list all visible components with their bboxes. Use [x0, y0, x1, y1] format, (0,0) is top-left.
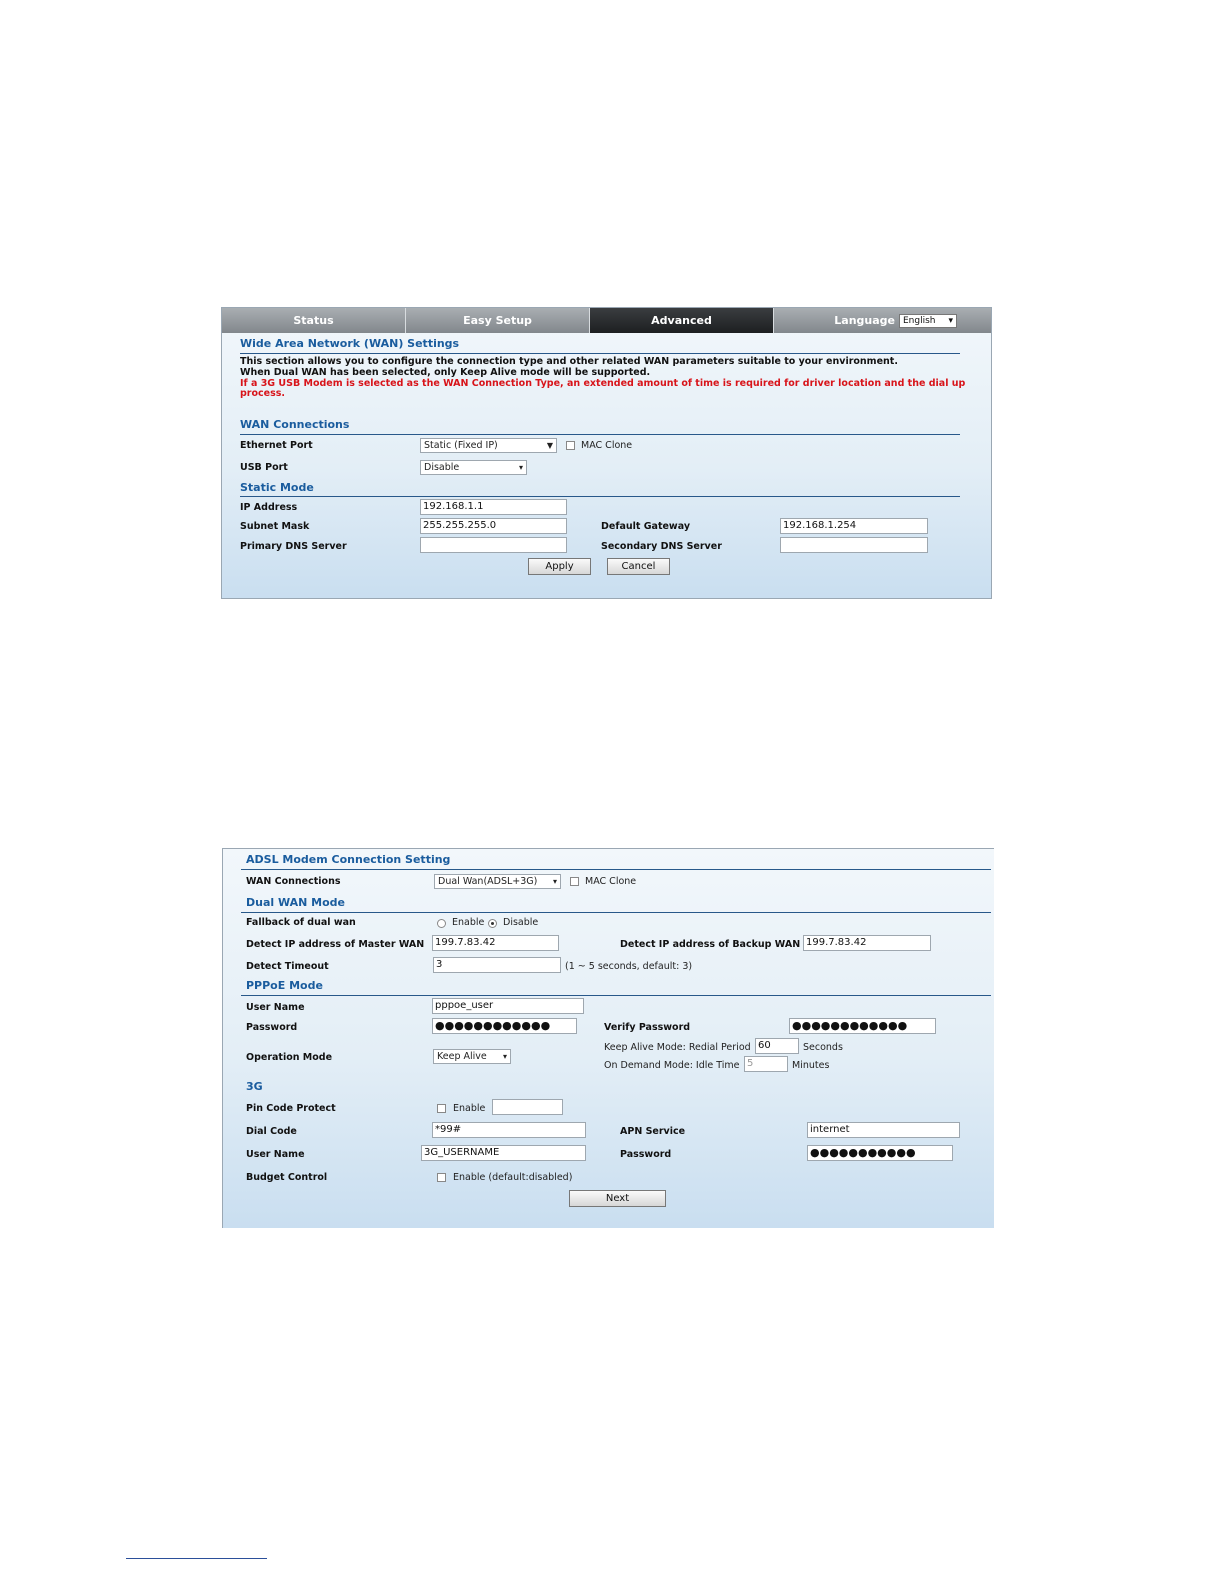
- divider: [241, 912, 991, 913]
- pin-code-label: Pin Code Protect: [246, 1103, 336, 1114]
- language-value: English: [903, 315, 936, 326]
- budget-control-enable-label: Enable (default:disabled): [453, 1172, 573, 1183]
- fallback-disable-label: Disable: [503, 917, 539, 928]
- default-gateway-label: Default Gateway: [601, 521, 691, 532]
- wan-settings-panel: [221, 307, 992, 599]
- primary-dns-input[interactable]: [420, 537, 567, 553]
- verify-password-label: Verify Password: [604, 1022, 691, 1033]
- wan-connections-title: WAN Connections: [240, 418, 350, 431]
- dial-code-label: Dial Code: [246, 1126, 297, 1137]
- usb-port-select[interactable]: [420, 460, 527, 475]
- pppoe-username-label: User Name: [246, 1002, 305, 1013]
- apn-service-label: APN Service: [620, 1126, 686, 1137]
- pin-code-enable-label: Enable: [453, 1103, 486, 1114]
- secondary-dns-label: Secondary DNS Server: [601, 541, 722, 552]
- operation-mode-label: Operation Mode: [246, 1052, 333, 1063]
- secondary-dns-input[interactable]: [780, 537, 928, 553]
- tab-easy-setup[interactable]: Easy Setup: [406, 308, 590, 333]
- default-gateway-input[interactable]: 192.168.1.254: [780, 518, 928, 534]
- pppoe-password-label: Password: [246, 1022, 298, 1033]
- language-select[interactable]: [899, 314, 957, 328]
- adsl-title: ADSL Modem Connection Setting: [246, 853, 451, 866]
- detect-timeout-hint: (1 ~ 5 seconds, default: 3): [565, 961, 693, 972]
- usb-modem-warning: If a 3G USB Modem is selected as the WAN Connection Type, an extended amount of time is required for driver location and the dial up: [240, 378, 966, 389]
- pin-code-input[interactable]: [492, 1099, 563, 1115]
- chevron-down-icon: ▾: [518, 463, 523, 472]
- fallback-disable-radio[interactable]: [488, 919, 497, 928]
- mac-clone-label: MAC Clone: [581, 440, 633, 451]
- on-demand-input[interactable]: 5: [744, 1056, 788, 1072]
- wan-description: This section allows you to configure the connection type and other related WAN parameters suitable to your environment.: [240, 356, 898, 367]
- ethernet-port-select[interactable]: [420, 438, 557, 453]
- operation-mode-value: Keep Alive: [437, 1051, 487, 1062]
- divider: [240, 353, 960, 354]
- detect-timeout-label: Detect Timeout: [246, 961, 329, 972]
- pin-code-checkbox[interactable]: [437, 1104, 446, 1113]
- apply-button[interactable]: Apply: [528, 558, 591, 575]
- divider: [240, 496, 960, 497]
- keep-alive-label: Keep Alive Mode: Redial Period: [604, 1042, 751, 1053]
- chevron-down-icon: ▼: [546, 441, 553, 450]
- fallback-enable-radio[interactable]: [437, 919, 446, 928]
- cancel-button[interactable]: Cancel: [607, 558, 670, 575]
- ethernet-port-value: Static (Fixed IP): [424, 440, 498, 451]
- 3g-password-input[interactable]: ●●●●●●●●●●●: [807, 1145, 953, 1161]
- adsl-connection-panel: [222, 848, 994, 1228]
- fallback-enable-label: Enable: [452, 917, 485, 928]
- mac-clone-checkbox[interactable]: [566, 441, 575, 450]
- wan-connections-value: Dual Wan(ADSL+3G): [438, 876, 538, 887]
- 3g-username-input[interactable]: 3G_USERNAME: [421, 1145, 586, 1161]
- primary-dns-label: Primary DNS Server: [240, 541, 347, 552]
- ip-address-input[interactable]: 192.168.1.1: [420, 499, 567, 515]
- operation-mode-select[interactable]: [433, 1049, 511, 1064]
- 3g-username-label: User Name: [246, 1149, 305, 1160]
- master-wan-input[interactable]: 199.7.83.42: [432, 935, 559, 951]
- tab-status[interactable]: Status: [222, 308, 406, 333]
- on-demand-label: On Demand Mode: Idle Time: [604, 1060, 740, 1071]
- usb-port-value: Disable: [424, 462, 460, 473]
- mac-clone-checkbox[interactable]: [570, 877, 579, 886]
- wan-settings-title: Wide Area Network (WAN) Settings: [240, 337, 460, 350]
- detect-timeout-input[interactable]: 3: [433, 957, 561, 973]
- next-button[interactable]: Next: [569, 1190, 666, 1207]
- subnet-mask-label: Subnet Mask: [240, 521, 310, 532]
- 3g-title: 3G: [246, 1080, 263, 1093]
- budget-control-label: Budget Control: [246, 1172, 328, 1183]
- static-mode-title: Static Mode: [240, 481, 314, 494]
- tab-advanced[interactable]: Advanced: [590, 308, 774, 333]
- backup-wan-input[interactable]: 199.7.83.42: [803, 935, 931, 951]
- language-area: [774, 308, 991, 333]
- dual-wan-note: When Dual WAN has been selected, only Keep Alive mode will be supported.: [240, 367, 651, 378]
- keep-alive-unit: Seconds: [803, 1042, 843, 1053]
- pppoe-title: PPPoE Mode: [246, 979, 323, 992]
- mac-clone-label: MAC Clone: [585, 876, 637, 887]
- fallback-label: Fallback of dual wan: [246, 917, 356, 928]
- chevron-down-icon: ▾: [502, 1052, 507, 1061]
- on-demand-unit: Minutes: [792, 1060, 830, 1071]
- chevron-down-icon: ▾: [948, 315, 953, 326]
- budget-control-checkbox[interactable]: [437, 1173, 446, 1182]
- master-wan-label: Detect IP address of Master WAN: [246, 939, 425, 950]
- language-label: Language: [834, 314, 895, 327]
- pppoe-password-input[interactable]: ●●●●●●●●●●●●: [432, 1018, 577, 1034]
- divider: [241, 995, 991, 996]
- usb-port-label: USB Port: [240, 462, 288, 473]
- keep-alive-input[interactable]: 60: [755, 1038, 799, 1054]
- divider: [241, 869, 991, 870]
- backup-wan-label: Detect IP address of Backup WAN: [620, 939, 801, 950]
- subnet-mask-input[interactable]: 255.255.255.0: [420, 518, 567, 534]
- apn-service-input[interactable]: internet: [807, 1122, 960, 1138]
- top-nav-tabs: [222, 308, 991, 333]
- wan-connections-label: WAN Connections: [246, 876, 341, 887]
- ip-address-label: IP Address: [240, 502, 298, 513]
- footnote-rule: [126, 1558, 267, 1559]
- chevron-down-icon: ▾: [552, 877, 557, 886]
- dual-wan-title: Dual WAN Mode: [246, 896, 346, 909]
- verify-password-input[interactable]: ●●●●●●●●●●●●: [789, 1018, 936, 1034]
- dial-code-input[interactable]: *99#: [432, 1122, 586, 1138]
- wan-connections-select[interactable]: [434, 874, 561, 889]
- usb-modem-warning-cont: process.: [240, 388, 286, 399]
- pppoe-username-input[interactable]: pppoe_user: [432, 998, 584, 1014]
- divider: [240, 434, 960, 435]
- 3g-password-label: Password: [620, 1149, 672, 1160]
- ethernet-port-label: Ethernet Port: [240, 440, 313, 451]
